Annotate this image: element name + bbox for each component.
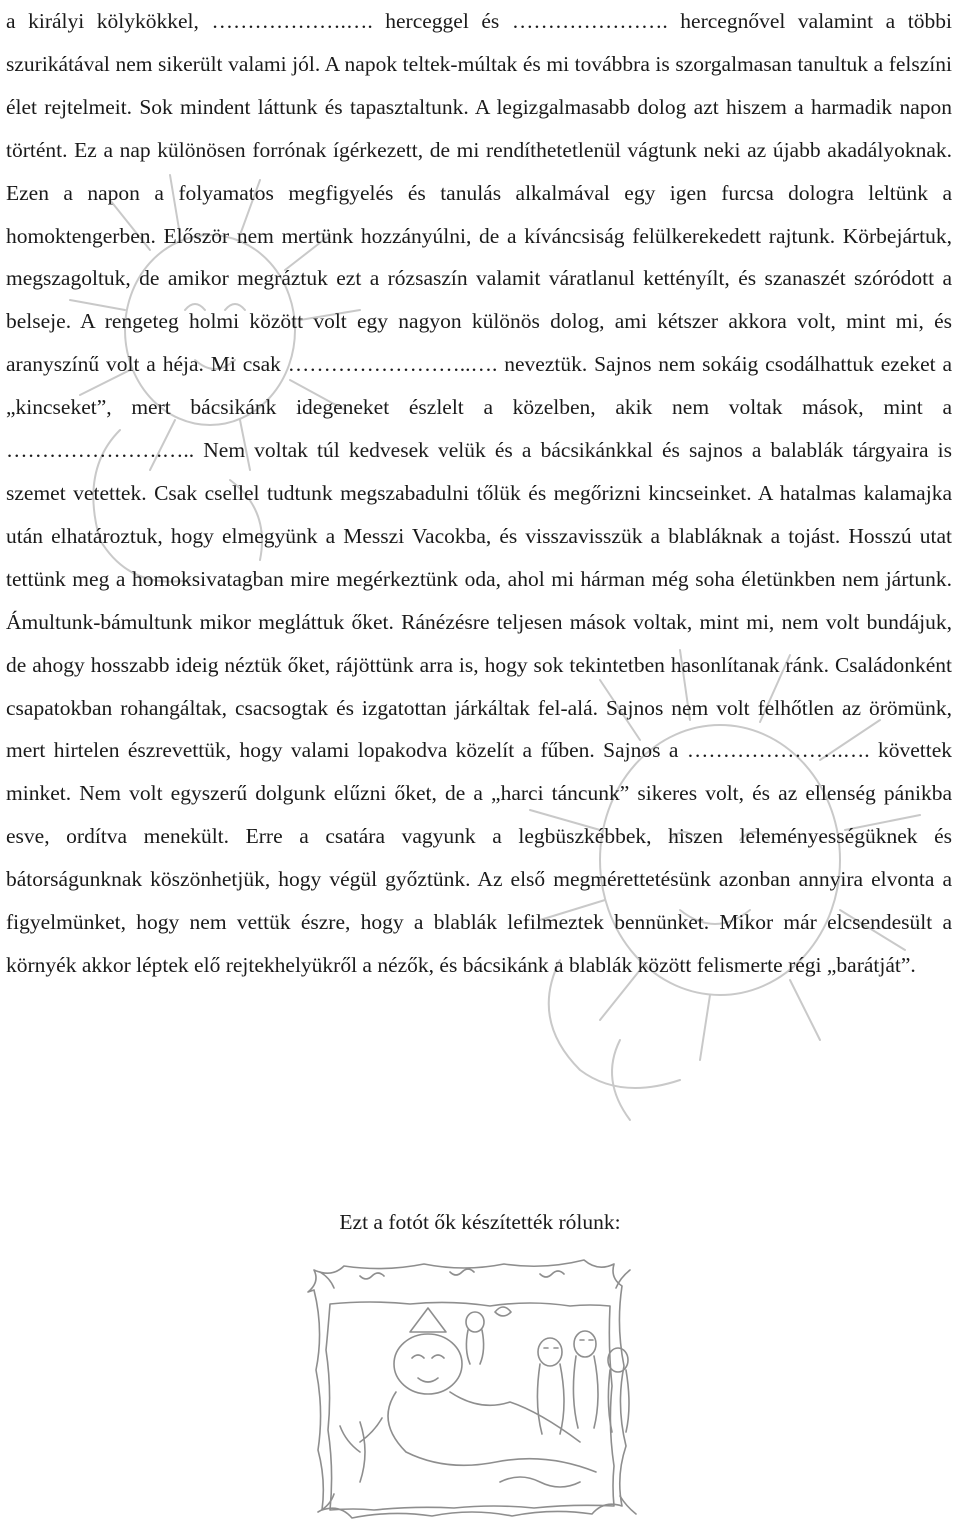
story-text [6, 0, 952, 987]
framed-meerkat-drawing [300, 1252, 660, 1534]
photo-caption: Ezt a fotót ők készítették rólunk: [339, 1210, 621, 1234]
story-paragraph: a királyi kölykökkel, ……………….…. herceggel és …………………. hercegnővel valamint a többi szurikátával nem sikerült valami jól. A napok teltek-múltak és mi továbbra is szorgalmasan tanultuk a felszíni élet rejtelmeit. Sok mindent láttunk és tapasztaltunk. A legizgalmasabb dolog azt hiszem a harmadik napon történt. Ez a nap különösen forrónak ígérkezett, de mi rendíthetetlenül vágtunk neki az újabb akadályoknak. Ezen a napon a folyamatos megfigyelés és tanulás alkalmával egy igen furcsa dologra leltünk a homoktengerben. Először nem mertünk hozzányúlni, de a kíváncsiság felülkerekedett rajtunk. Körbejártuk, megszagoltuk, de amikor megráztuk ezt a rózsaszín valamit váratlanul kettényílt, és szanaszét szóródott a belseje. A rengeteg holmi között volt egy nagyon különös dolog, ami kétszer akkora volt, mint mi, és aranyszínű volt a héja. Mi csak ……………………..…. neveztük. Sajnos nem sokáig csodálhattuk ezeket a „kincseket”, mert bácsikánk idegeneket észlelt a közelben, akik nem voltak mások, mint a ………………….….. Nem voltak túl kedvesek velük és a bácsikánkkal és sajnos a balablák tárgyaira is szemet vetettek. Csak csellel tudtunk megszabadulni tőlük és megőrizni kincseinket. A hatalmas kalamajka után elhatároztuk, hogy elmegyünk a Messzi Vacokba, és visszavisszük a blabláknak a tojást. Hosszú utat tettünk meg a homoksivatagban mire megérkeztünk oda, ahol mi hárman még soha életünkben nem jártunk. Ámultunk-bámultunk mikor megláttuk őket. Ránézésre teljesen mások voltak, mint mi, nem volt bundájuk, de ahogy hosszabb ideig néztük őket, rájöttünk arra is, hogy sok tekintetben hasonlítanak ránk. Családonként csapatokban rohangáltak, csacsogtak és izgatottan járkáltak fel-alá. Sajnos nem volt felhőtlen az örömünk, mert hirtelen észrevettük, hogy valami lopakodva közelít a fűben. Sajnos a ………………….…. követtek minket. Nem volt egyszerű dolgunk elűzni őket, de a „harci táncunk” sikeres volt, és az ellenség pánikba esve, ordítva menekült. Erre a csatára vagyunk a legbüszkébbek, hiszen leleményességüknek és bátorságunknak köszönhetjük, hogy végül győztünk. Az első megmérettetésünk azonban annyira elvonta a figyelmünket, hogy nem vettük észre, hogy a blablák lefilmeztek bennünket. Mikor már elcsendesült a környék akkor léptek elő rejtekhelyükről a nézők, és bácsikánk a blablák között felismerte régi „barátját”. [6, 9, 952, 977]
